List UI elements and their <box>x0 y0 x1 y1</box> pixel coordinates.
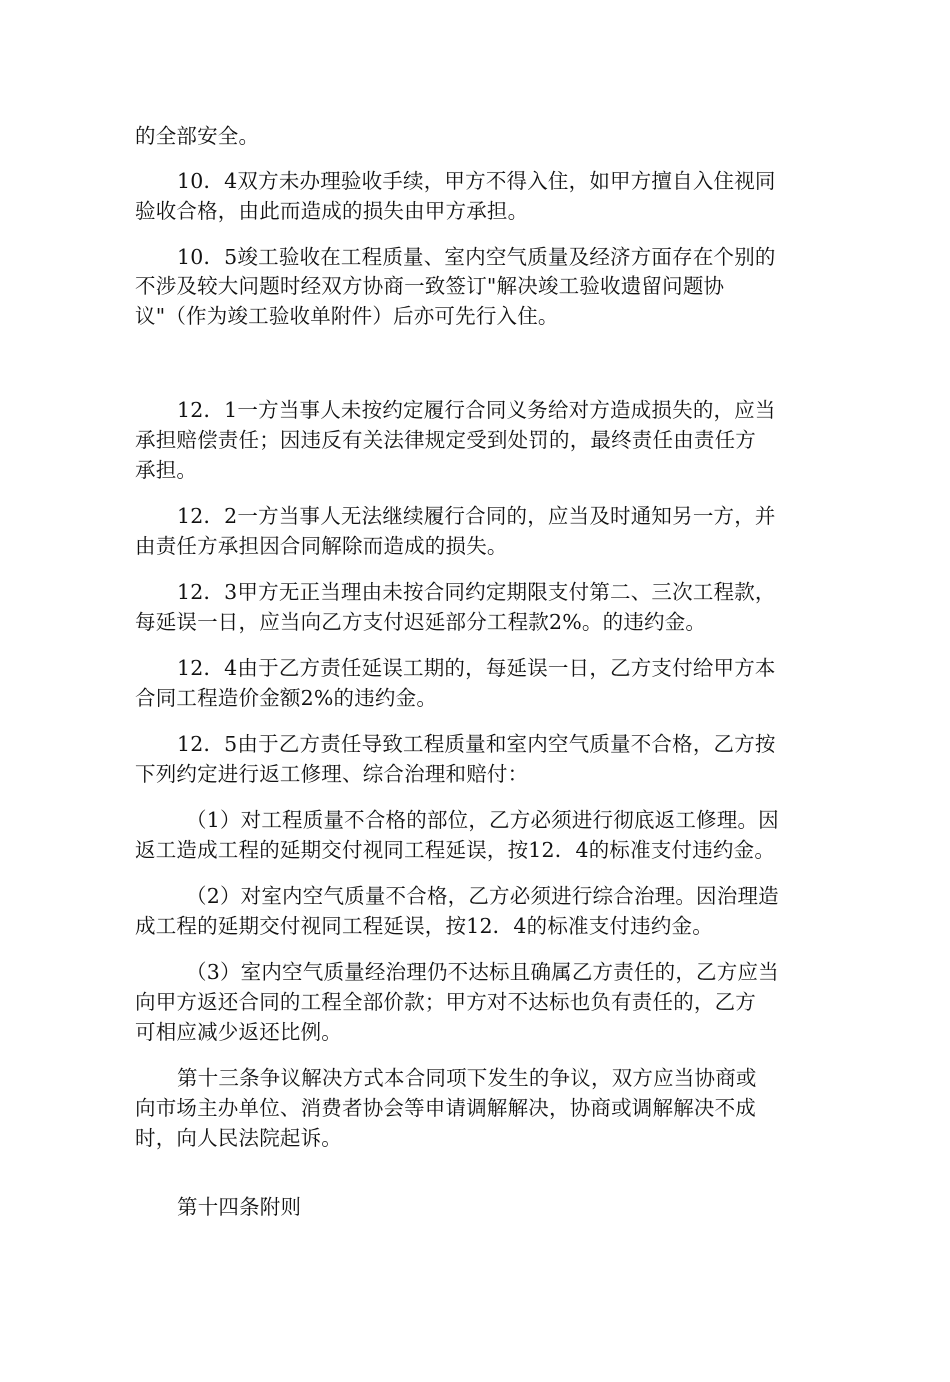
text-line: 合同工程造价金额2%的违约金。 <box>135 686 438 710</box>
text-line: 12．1一方当事人未按约定履行合同义务给对方造成损失的，应当 <box>177 398 776 422</box>
text-line: 由责任方承担因合同解除而造成的损失。 <box>135 534 508 558</box>
text-line: 返工造成工程的延期交付视同工程延误，按12．4的标准支付违约金。 <box>135 838 776 862</box>
text-line: 向市场主办单位、消费者协会等申请调解解决，协商或调解解决不成 <box>135 1096 756 1120</box>
section-heading: 第十四条附则 <box>177 1195 302 1219</box>
text-line: 10．5竣工验收在工程质量、室内空气质量及经济方面存在个别的 <box>177 245 776 269</box>
text-line: 10．4双方未办理验收手续，甲方不得入住，如甲方擅自入住视同 <box>177 169 776 193</box>
text-line: 12．2一方当事人无法继续履行合同的，应当及时通知另一方，并 <box>177 504 776 528</box>
text-line: 时，向人民法院起诉。 <box>135 1126 342 1150</box>
text-line: 承担赔偿责任；因违反有关法律规定受到处罚的，最终责任由责任方 <box>135 428 756 452</box>
text-line: 12．3甲方无正当理由未按合同约定期限支付第二、三次工程款， <box>177 580 776 604</box>
text-line: （3）室内空气质量经治理仍不达标且确属乙方责任的，乙方应当 <box>186 960 779 984</box>
text-line: （2）对室内空气质量不合格，乙方必须进行综合治理。因治理造 <box>186 884 779 908</box>
text-line: 的全部安全。 <box>135 124 260 148</box>
text-line: 议"（作为竣工验收单附件）后亦可先行入住。 <box>135 304 559 328</box>
text-line: 验收合格，由此而造成的损失由甲方承担。 <box>135 199 529 223</box>
text-line: 不涉及较大问题时经双方协商一致签订"解决竣工验收遗留问题协 <box>135 274 725 298</box>
text-line: （1）对工程质量不合格的部位，乙方必须进行彻底返工修理。因 <box>186 808 779 832</box>
text-line: 向甲方返还合同的工程全部价款；甲方对不达标也负有责任的，乙方 <box>135 990 756 1014</box>
text-line: 12．5由于乙方责任导致工程质量和室内空气质量不合格，乙方按 <box>177 732 776 756</box>
text-line: 可相应减少返还比例。 <box>135 1020 342 1044</box>
text-line: 每延误一日，应当向乙方支付迟延部分工程款2%。的违约金。 <box>135 610 707 634</box>
text-line: 成工程的延期交付视同工程延误，按12．4的标准支付违约金。 <box>135 914 713 938</box>
text-line: 下列约定进行返工修理、综合治理和赔付： <box>135 762 529 786</box>
text-line: 承担。 <box>135 458 198 482</box>
text-line: 12．4由于乙方责任延误工期的，每延误一日，乙方支付给甲方本 <box>177 656 776 680</box>
text-line: 第十三条争议解决方式本合同项下发生的争议，双方应当协商或 <box>177 1066 757 1090</box>
